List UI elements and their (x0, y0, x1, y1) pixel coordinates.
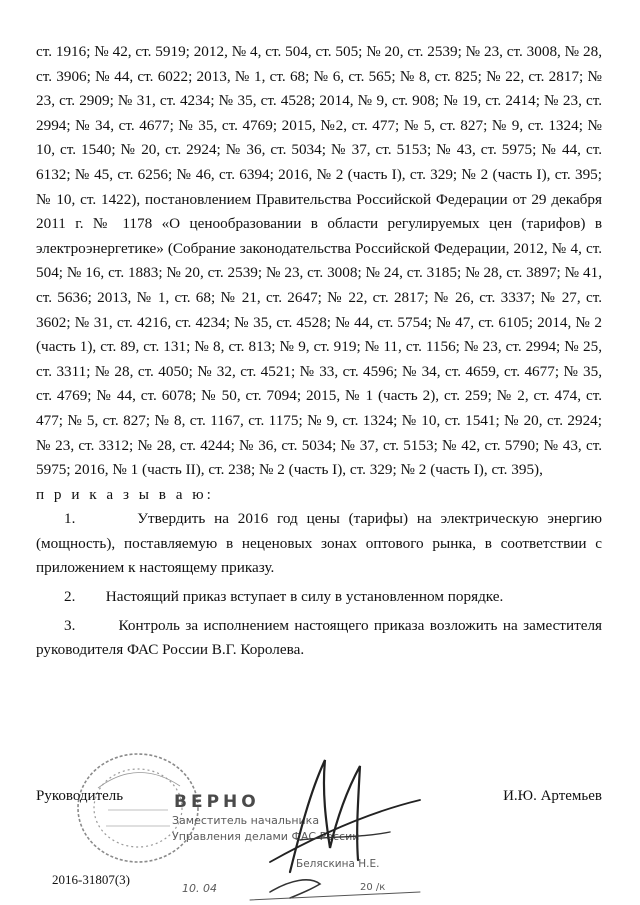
stamp-department-line: Управления делами ФАС России (172, 830, 360, 843)
order-item-text: Настоящий приказ вступает в силу в установленном порядке. (105, 588, 504, 606)
prikaz-heading: п р и к а з ы в а ю: (36, 485, 214, 503)
verno-label: ВЕРНО (174, 792, 260, 812)
handwritten-signature (230, 752, 430, 902)
order-item-1 (36, 507, 602, 581)
stamp-signer-name: Беляскина Н.Е. (296, 858, 380, 870)
signatory-title: Руководитель (36, 788, 124, 804)
order-item-number: 1. (64, 510, 76, 528)
signatory-name: И.Ю. Артемьев (503, 788, 602, 804)
order-item-2 (36, 585, 602, 610)
stamp-position-line: Заместитель начальника (172, 814, 320, 827)
order-item-number: 2. (64, 588, 76, 606)
legal-references-paragraph: ст. 1916; № 42, ст. 5919; 2012, № 4, ст. 504, ст. 505; № 20, ст. 2539; № 23, ст. 3008, № 28, ст. 3906; № 44, ст. 6022; 2013, № 1, ст. 68; № 6, ст. 565; № 8, ст. 825; № 22, ст. 2817; № 23, ст. 2909; № 31, ст. 4234; № 35, ст. 4528; 2014, № 9, ст. 908; № 19, ст. 2414; № 23, ст. 2994; № 34, ст. 4677; № 35, ст. 4769; 2015, №2, ст. 477; № 5, ст. 827; № 9, ст. 1324; № 10, ст. 1540; № 20, ст. 2924; № 36, ст. 5034; № 37, ст. 5153; № 43, ст. 5975; № 44, ст. 6132; № 45, ст. 6256; № 46, ст. 6394; 2016, № 2 (часть I), ст. 329; № 2 (часть I), ст. 395; № 10, ст. 1422), постановлением Правительства Российской Федерации от 29 декабря 2011 г. № 1178 «О ценообразовании в области регулируемых цен (тарифов) в электроэнергетике» (Собрание законодательства Российской Федерации, 2012, № 4, ст. 504; № 16, ст. 1883; № 20, ст. 2539; № 23, ст. 3008; № 24, ст. 3185; № 28, ст. 3897; № 41, ст. 5636; 2013, № 1, ст. 68; № 21, ст. 2647; № 22, ст. 2817; № 26, ст. 3337; № 27, ст. 3602; № 31, ст. 4216, ст. 4234; № 35, ст. 4528; № 44, ст. 5754; № 47, ст. 6105; 2014, № 2 (часть 1), ст. 89, ст. 131; № 8, ст. 813; № 9, ст. 919; № 11, ст. 1156; № 23, ст. 2994; № 25, ст. 3311; № 28, ст. 4050; № 32, ст. 4521; № 33, ст. 4596; № 34, ст. 4659, ст. 4677; № 35, ст. 4769; № 44, ст. 6078; № 50, ст. 7094; 2015, № 1 (часть 2), ст. 259; № 2, ст. 474, ст. 477; № 5, ст. 827; № 8, ст. 1167, ст. 1175; № 9, ст. 1324; № 10, ст. 1541; № 20, ст. 2924; № 23, ст. 3312; № 28, ст. 4244; № 36, ст. 5034; № 37, ст. 5153; № 42, ст. 5790; № 43, ст. 5975; 2016, № 1 (часть II), ст. 238; № 2 (часть I), ст. 329; № 2 (часть I), ст. 395), (36, 43, 602, 479)
stamp-date-day: 10. 04 (182, 882, 217, 895)
order-item-text: Контроль за исполнением настоящего приказа возложить на заместителя руководителя ФАС России В.Г. Королева. (36, 616, 603, 659)
document-number: 2016-31807(3) (52, 872, 130, 887)
order-item-3 (36, 614, 602, 663)
document-body (36, 40, 602, 663)
order-item-number: 3. (64, 616, 76, 634)
order-item-text: Утвердить на 2016 год цены (тарифы) на электрическую энергию (мощность), поставляемую в неценовых зонах оптового рынка, в соответствии с приложением к настоящему приказу. (36, 510, 602, 577)
stamp-date-year: 20 /к (360, 882, 386, 893)
